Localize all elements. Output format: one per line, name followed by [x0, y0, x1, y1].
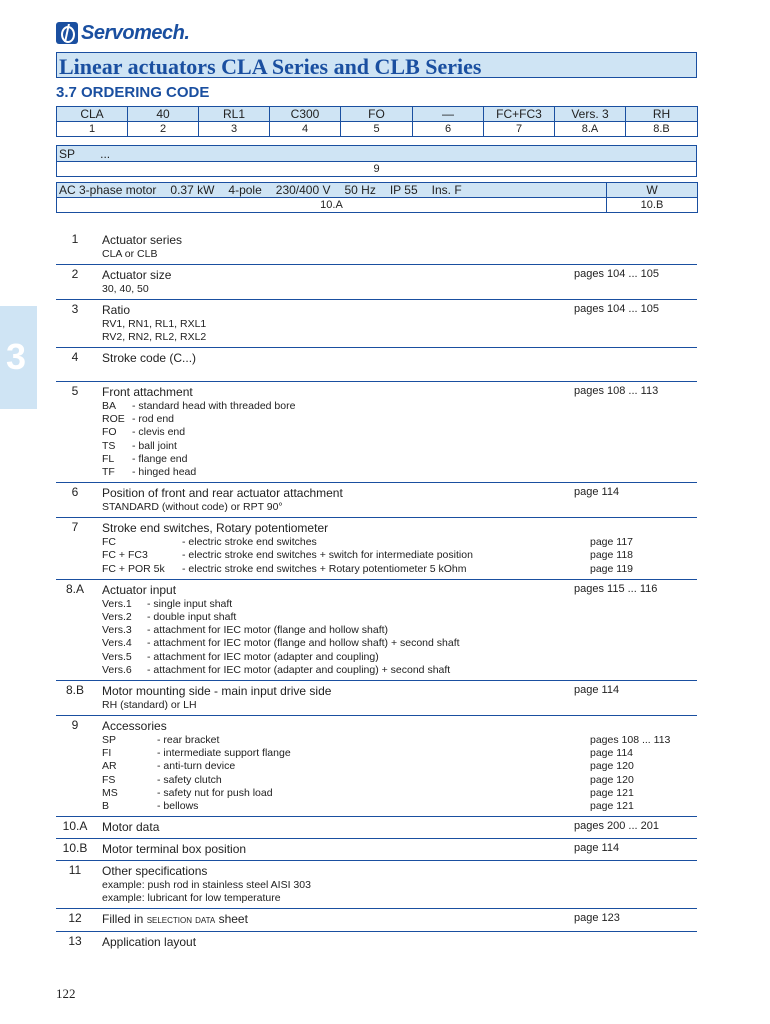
legend-item: [56, 819, 697, 839]
legend-title: Actuator input: [102, 582, 177, 597]
option-code: FL: [102, 452, 115, 465]
option-description: - flange end: [132, 452, 188, 465]
option-code: TF: [102, 466, 115, 479]
code-cell: RH: [626, 107, 698, 122]
legend-item: [56, 232, 697, 265]
legend-title: Actuator series: [102, 233, 183, 247]
option-list: [102, 400, 697, 479]
legend-number: 8.B: [65, 683, 84, 698]
option-description: - anti-turn device: [157, 760, 236, 773]
page-reference: page 120: [590, 760, 634, 773]
legend-title: Other specifications: [102, 864, 208, 879]
option-description: - single input shaft: [147, 597, 233, 610]
legend-title: Actuator size: [102, 268, 172, 282]
option-row: [102, 611, 697, 624]
servomech-logo-icon: [56, 22, 78, 44]
legend-number: 11: [68, 863, 82, 878]
option-code: B: [102, 800, 110, 813]
option-code: Vers.4: [102, 637, 132, 650]
legend-title: Stroke code (C...): [102, 351, 197, 365]
legend-number: 9: [71, 718, 79, 733]
page-reference: page 117: [590, 536, 634, 549]
option-row: [102, 787, 697, 800]
option-code: ROE: [102, 413, 125, 426]
legend-item: [56, 582, 697, 681]
page-reference: page 114: [590, 747, 634, 760]
legend-number: 13: [68, 934, 82, 949]
option-code: Vers.3: [102, 624, 132, 637]
option-description: - attachment for IEC motor (flange and hollow shaft): [147, 624, 389, 637]
legend-item: [56, 350, 697, 382]
legend-item: [56, 384, 697, 483]
page-reference: pages 108 ... 113: [590, 734, 671, 747]
code-cell: C300: [270, 107, 341, 122]
option-description: - intermediate support flange: [157, 747, 291, 760]
code-cell: 40: [128, 107, 199, 122]
chapter-tab: [0, 306, 37, 409]
option-code: AR: [102, 760, 117, 773]
position-cell: 8.A: [555, 122, 626, 137]
legend-detail: example: push rod in stainless steel AISI 303: [102, 879, 311, 892]
legend-number: 1: [71, 232, 79, 246]
page-title: Linear actuators CLA Series and CLB Series: [59, 54, 482, 79]
legend-item: [56, 911, 697, 932]
page-reference: page 114: [574, 842, 620, 855]
page-reference: pages 115 ... 116: [574, 582, 658, 595]
page-number: 122: [56, 986, 76, 1001]
option-row: [102, 466, 697, 479]
option-row: [102, 760, 697, 773]
page-title-box: [56, 52, 697, 78]
option-row: [102, 549, 697, 562]
page-reference: page 120: [590, 773, 634, 786]
legend-item: [56, 863, 697, 909]
legend-item: [56, 718, 697, 817]
legend-detail: RV2, RN2, RL2, RXL2: [102, 331, 207, 343]
page-reference: pages 104 ... 105: [574, 268, 660, 280]
option-row: [102, 598, 697, 611]
option-description: - electric stroke end switches: [182, 536, 317, 549]
option-description: - rod end: [132, 413, 175, 426]
motor-spec: 50 Hz: [344, 183, 376, 197]
legend-number: 7: [71, 520, 79, 535]
accessory-code: SP: [59, 146, 75, 161]
page-reference: page 123: [574, 912, 620, 925]
position-cell: 1: [57, 122, 128, 137]
option-code: Vers.2: [102, 611, 132, 624]
option-description: - electric stroke end switches + switch for intermediate position: [182, 549, 473, 562]
option-row: [102, 747, 697, 760]
option-description: - hinged head: [132, 466, 197, 479]
option-row: [102, 426, 697, 439]
option-row: [102, 664, 697, 677]
legend-item: [56, 520, 697, 580]
option-description: - attachment for IEC motor (adapter and coupling): [147, 650, 379, 663]
position-cell: 8.B: [626, 122, 698, 137]
option-code: FC + FC3: [102, 549, 148, 562]
brand-logo: [56, 20, 189, 46]
option-row: [102, 800, 697, 813]
option-row: [102, 536, 697, 549]
code-cell: Vers. 3: [555, 107, 626, 122]
motor-spec: 0.37 kW: [170, 183, 215, 197]
option-description: - double input shaft: [147, 611, 237, 624]
legend-number: 3: [71, 302, 79, 316]
legend-item: [56, 934, 697, 953]
code-cell: FO: [341, 107, 413, 122]
legend-number: 6: [71, 485, 79, 500]
option-description: - safety nut for push load: [157, 786, 273, 799]
option-code: SP: [102, 734, 117, 747]
legend-title: Position of front and rear actuator attachment: [102, 486, 343, 501]
option-row: [102, 440, 697, 453]
option-row: [102, 563, 697, 576]
option-list: [102, 734, 697, 813]
accessory-value: ...: [100, 146, 111, 161]
accessory-position: 9: [57, 162, 697, 177]
option-row: [102, 774, 697, 787]
option-code: Vers.5: [102, 650, 132, 663]
page-reference: page 114: [574, 684, 620, 697]
position-cell: 7: [484, 122, 555, 137]
legend-item: [56, 841, 697, 861]
legend-number: 2: [71, 267, 79, 281]
option-description: - attachment for IEC motor (flange and hollow shaft) + second shaft: [147, 637, 460, 650]
legend-item: [56, 683, 697, 716]
terminal-code: W: [607, 183, 698, 198]
code-cell: CLA: [57, 107, 128, 122]
option-description: - attachment for IEC motor (adapter and coupling) + second shaft: [147, 663, 451, 676]
legend-title-part: Filled in: [102, 912, 147, 927]
legend-title-part: sheet: [215, 912, 248, 927]
position-cell: 2: [128, 122, 199, 137]
motor-position-a: 10.A: [57, 198, 607, 213]
legend-title: Motor data: [102, 820, 160, 835]
option-row: [102, 734, 697, 747]
position-cell: 6: [413, 122, 484, 137]
motor-spec: AC 3-phase motor: [59, 183, 157, 197]
option-code: FI: [102, 747, 112, 760]
brand-name: Servomech.: [81, 21, 190, 44]
legend-title: Front attachment: [102, 385, 193, 399]
chapter-number: 3: [6, 336, 27, 377]
option-code: Vers.1: [102, 597, 132, 610]
motor-spec: Ins. F: [431, 183, 462, 197]
option-description: - ball joint: [132, 439, 177, 452]
legend-detail: 30, 40, 50: [102, 283, 149, 295]
page-reference: pages 108 ... 113: [574, 385, 659, 397]
legend-number: 10.B: [62, 841, 88, 856]
option-code: FC: [102, 536, 116, 549]
option-description: - clevis end: [132, 426, 186, 439]
section-title: 3.7 ORDERING CODE: [56, 84, 210, 101]
option-code: FS: [102, 773, 116, 786]
legend-number: 10.A: [62, 819, 88, 834]
option-description: - rear bracket: [157, 734, 220, 747]
option-row: [102, 651, 697, 664]
legend-title: Accessories: [102, 719, 167, 734]
legend-detail: RV1, RN1, RL1, RXL1: [102, 318, 207, 330]
motor-code-table: [56, 182, 698, 213]
legend-detail: CLA or CLB: [102, 248, 158, 260]
legend-title: Motor mounting side - main input drive side: [102, 684, 332, 699]
motor-spec: 4-pole: [228, 183, 262, 197]
legend-item: [56, 485, 697, 518]
legend-title-smallcaps: selection data: [146, 914, 216, 927]
page-reference: pages 200 ... 201: [574, 820, 660, 833]
page-reference: pages 104 ... 105: [574, 303, 660, 315]
option-description: - safety clutch: [157, 773, 222, 786]
motor-position-b: 10.B: [607, 198, 698, 213]
option-code: TS: [102, 439, 116, 452]
legend-title: Ratio: [102, 303, 131, 317]
legend-detail: RH (standard) or LH: [102, 699, 197, 712]
accessory-code-table: [56, 145, 697, 177]
option-code: FO: [102, 426, 117, 439]
legend-title: Stroke end switches, Rotary potentiometer: [102, 521, 329, 536]
option-row: [102, 453, 697, 466]
option-row: [102, 624, 697, 637]
legend-list: [56, 232, 697, 955]
page-reference: page 121: [590, 786, 634, 799]
legend-item: [56, 302, 697, 348]
motor-spec: 230/400 V: [275, 183, 331, 197]
motor-data-cell: [57, 183, 607, 198]
legend-number: 4: [71, 350, 79, 364]
legend-title: Motor terminal box position: [102, 842, 247, 857]
legend-title: Application layout: [102, 935, 197, 950]
option-code: BA: [102, 400, 117, 412]
code-cell: —: [413, 107, 484, 122]
page-reference: page 121: [590, 800, 634, 813]
legend-number: 12: [68, 911, 82, 926]
position-cell: 3: [199, 122, 270, 137]
accessory-code-cell: [57, 146, 697, 162]
option-list: [102, 598, 697, 677]
code-cell: RL1: [199, 107, 270, 122]
option-code: FC + POR 5k: [102, 562, 165, 575]
option-row: [102, 400, 697, 413]
position-cell: 4: [270, 122, 341, 137]
option-description: - electric stroke end switches + Rotary potentiometer 5 kOhm: [182, 562, 467, 575]
option-code: Vers.6: [102, 663, 132, 676]
option-description: - bellows: [157, 800, 199, 813]
code-cell: FC+FC3: [484, 107, 555, 122]
page-reference: page 114: [574, 486, 620, 499]
legend-detail: example: lubricant for low temperature: [102, 892, 281, 905]
page-reference: page 118: [590, 549, 634, 562]
option-row: [102, 637, 697, 650]
ordering-code-table: [56, 106, 698, 137]
motor-spec: IP 55: [389, 183, 418, 197]
legend-item: [56, 267, 697, 300]
legend-detail: STANDARD (without code) or RPT 90°: [102, 501, 283, 514]
option-description: - standard head with threaded bore: [132, 400, 296, 412]
option-list: [102, 536, 697, 576]
legend-number: 5: [71, 384, 79, 398]
page-reference: page 119: [590, 562, 634, 575]
option-row: [102, 413, 697, 426]
legend-number: 8.A: [65, 581, 84, 596]
option-code: MS: [102, 786, 118, 799]
position-cell: 5: [341, 122, 413, 137]
